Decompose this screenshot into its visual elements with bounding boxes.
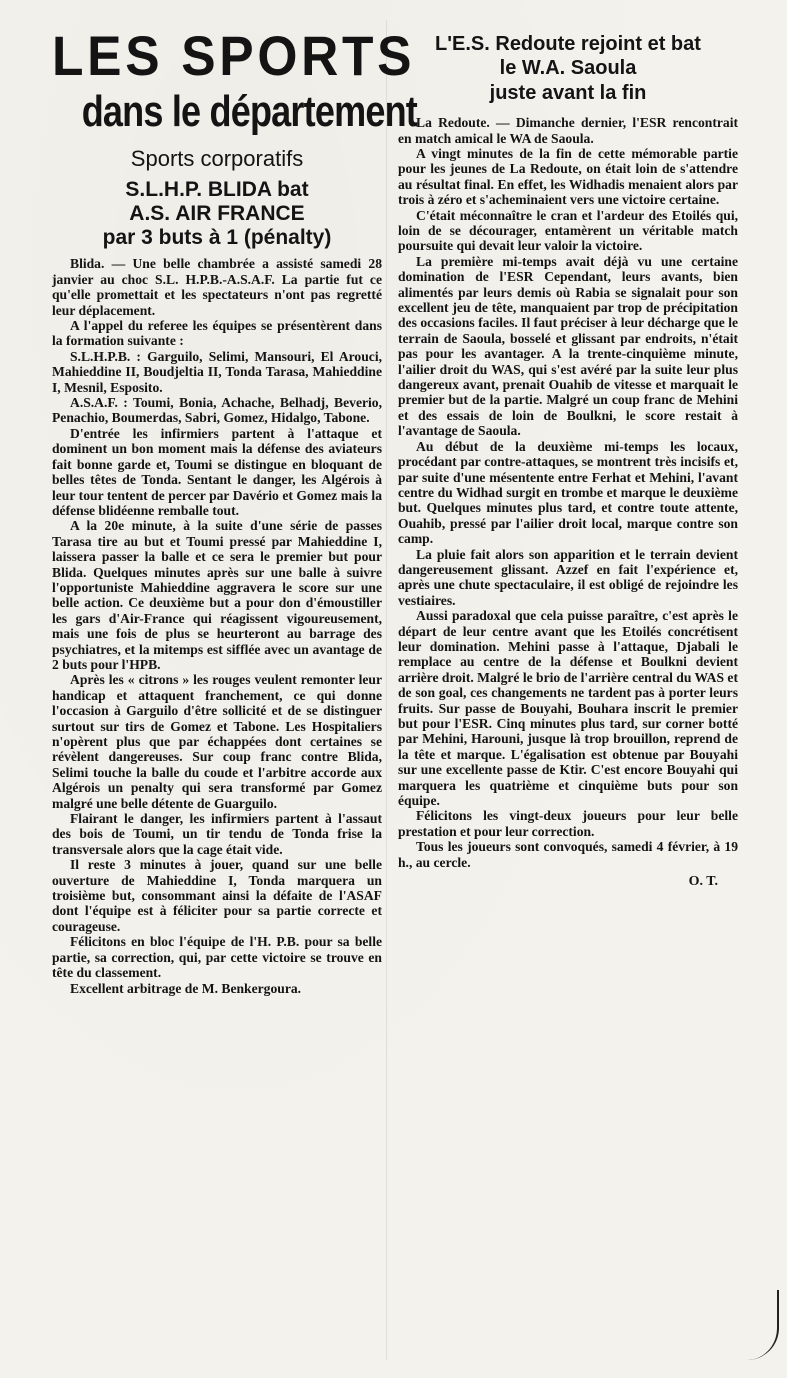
right-article-body [398,115,738,870]
right-column [398,0,738,890]
page-edge-mark [747,1290,779,1360]
left-column [52,0,418,996]
right-headline-1: L'E.S. Redoute rejoint et bat [435,33,701,55]
section-title: Sports corporatifs [130,146,304,171]
left-paragraph: Excellent arbitrage de M. Benkergoura. [70,980,302,996]
banner-subtitle: dans le département [81,87,418,136]
left-paragraph: Félicitons en bloc l'équipe de l'H. P.B. pour sa belle partie, sa correction, qui, par cette victoire se trouve en tête du classement. [52,934,382,981]
right-paragraph: Aussi paradoxal que cela puisse paraître, c'est après le départ de leur centre avant que les Etoilés concrétisent leur domination. Mehini passe à l'attaque, Djabali le remplace au centre de la défense et Boulkni devient arrière droit. Malgré le brio de l'arrière central du WAS et de son goal, ces changements ne tardent pas à porter leurs fruits. Sur passe de Bouyahi, Bouhara inscrit le premier but pour l'ESR. Cinq minutes plus tard, sur corner botté par Mehini, Harouni, jusque là trop brouillon, reprend de la tête et marque. L'égalisation est obtenue par Bouyahi sur une excellente passe de Ktir. C'est encore Bouyahi qui marquera les quatrième et cinquième buts pour son équipe. [398,608,738,809]
headline-3: par 3 buts à 1 (pénalty) [102,226,332,250]
left-paragraph: A la 20e minute, à la suite d'une série de passes Tarasa tire au but et Toumi pressé par Mahieddine I, laissera passer la balle et ce sera le premier but pour Blida. Quelques minutes après sur une balle à suivre l'opportuniste Mahieddine aggravera le score sur une belle action. Ce deuxième but a pour don d'émoustiller les gars d'Air-France qui réagissent vigoureusement, mais une fois de plus se heurteront au barrage des psychiatres, et la mitemps est sifflée avec un avantage de 2 buts pour l'HPB. [52,518,382,672]
left-paragraph: A l'appel du referee les équipes se présentèrent dans la formation suivante : [52,318,382,349]
column-divider [386,20,387,1360]
right-paragraph: La Redoute. — Dimanche dernier, l'ESR rencontrait en match amical le WA de Saoula. [398,115,738,146]
left-paragraph: A.S.A.F. : Toumi, Bonia, Achache, Belhadj, Beverio, Penachio, Boumerdas, Sabri, Gomez, Hidalgo, Tabone. [52,395,382,426]
right-paragraph: C'était méconnaître le cran et l'ardeur des Etoilés qui, loin de se décourager, entamèrent un véritable match poursuite qui devait leur valoir la victoire. [398,207,738,254]
headline-1: S.L.H.P. BLIDA bat [125,178,309,201]
banner-title: LES SPORTS [52,24,416,87]
right-paragraph: Au début de la deuxième mi-temps les locaux, procédant par contre-attaques, se montrent très incisifs et, par suite d'une mésentente entre Ferhat et Mehini, l'avant centre du Widhad surgit en trombe et marque le deuxième but. Quelques minutes plus tard, et contre toute attente, Ouahib, pressé par l'ailier droit local, marque contre son camp. [398,438,738,547]
signature: O. T. [688,874,718,890]
left-paragraph: Il reste 3 minutes à jouer, quand sur une belle ouverture de Mahieddine I, Tonda marquera un troisième but, consommant ainsi la défaite de l'ASAF dont l'équipe est à féliciter pour sa partie correcte et courageuse. [52,857,382,934]
left-paragraph: Après les « citrons » les rouges veulent remonter leur handicap et attaquent franchement, ce qui donne l'occasion à Garguilo d'être sollicité et de se distinguer surtout sur tirs de Gomez et Tabone. Les Hospitaliers n'opèrent plus que par échappées dont certaines se révèlent dangereuses. Sur coup franc contre Blida, Selimi touche la balle du coude et l'arbitre accorde aux Algérois un penalty qui sera transformé par Gomez malgré une belle détente de Guarguilo. [52,672,382,811]
right-paragraph: A vingt minutes de la fin de cette mémorable partie pour les jeunes de La Redoute, on était loin de s'attendre au résultat final. En effet, les Widhadis menaient alors par trois à zéro et s'acheminaient vers une victoire certaine. [398,145,738,208]
left-paragraph: S.L.H.P.B. : Garguilo, Selimi, Mansouri, El Arouci, Mahieddine II, Boudjeltia II, Tonda Tarasa, Mahieddine I, Mesnil, Esposito. [52,348,382,395]
left-paragraph: Blida. — Une belle chambrée a assisté samedi 28 janvier au choc S.L. H.P.B.-A.S.A.F. La partie fut ce qu'elle promettait et les spectateurs n'ont pas regretté leur déplacement. [52,256,382,318]
left-article-body [52,256,382,996]
right-paragraph: La pluie fait alors son apparition et le terrain devient dangereusement glissant. Azzef en fait l'expérience et, après une chute spectaculaire, il est obligé de rejoindre les vestiaires. [398,546,738,608]
headline-2: A.S. AIR FRANCE [129,202,305,226]
right-headline-3: juste avant la fin [489,81,647,104]
left-paragraph: Flairant le danger, les infirmiers partent à l'assaut des bois de Toumi, un tir tendu de Tonda frise la transversale alors que la cage était vide. [52,811,382,857]
right-headline-2: le W.A. Saoula [499,57,637,80]
left-paragraph: D'entrée les infirmiers partent à l'attaque et dominent un bon moment mais la défense des aviateurs fait bonne garde et, Toumi se distingue en bloquant de belles têtes de Tonda. Sentant le danger, les Algérois à leur tour tentent de percer par Davério et Gomez mais la défense blidéenne remballe tout. [52,425,382,518]
right-paragraph: Tous les joueurs sont convoqués, samedi 4 février, à 19 h., au cercle. [398,839,738,870]
right-paragraph: Félicitons les vingt-deux joueurs pour leur belle prestation et pour leur correction. [398,808,738,839]
right-paragraph: La première mi-temps avait déjà vu une certaine domination de l'ESR Cependant, leurs avants, bien alimentés par leurs demis où Rabia se signalait pour son excellent jeu de tête, manquaient par trop de précipitation des occasions faciles. Il faut préciser à leur décharge que le terrain de Saoula, bosselé et glissant par endroits, n'était pas pour les avantager. A la trente-cinquième minute, l'ailier droit du WAS, qui s'est avéré par la suite leur plus dangereux avant, prenait Ouahib de vitesse et marquait le premier but de la partie. Malgré un coup franc de Mehini et des essais de loin de Boulkni, le score restait à l'avantage de Saoula. [398,253,738,439]
